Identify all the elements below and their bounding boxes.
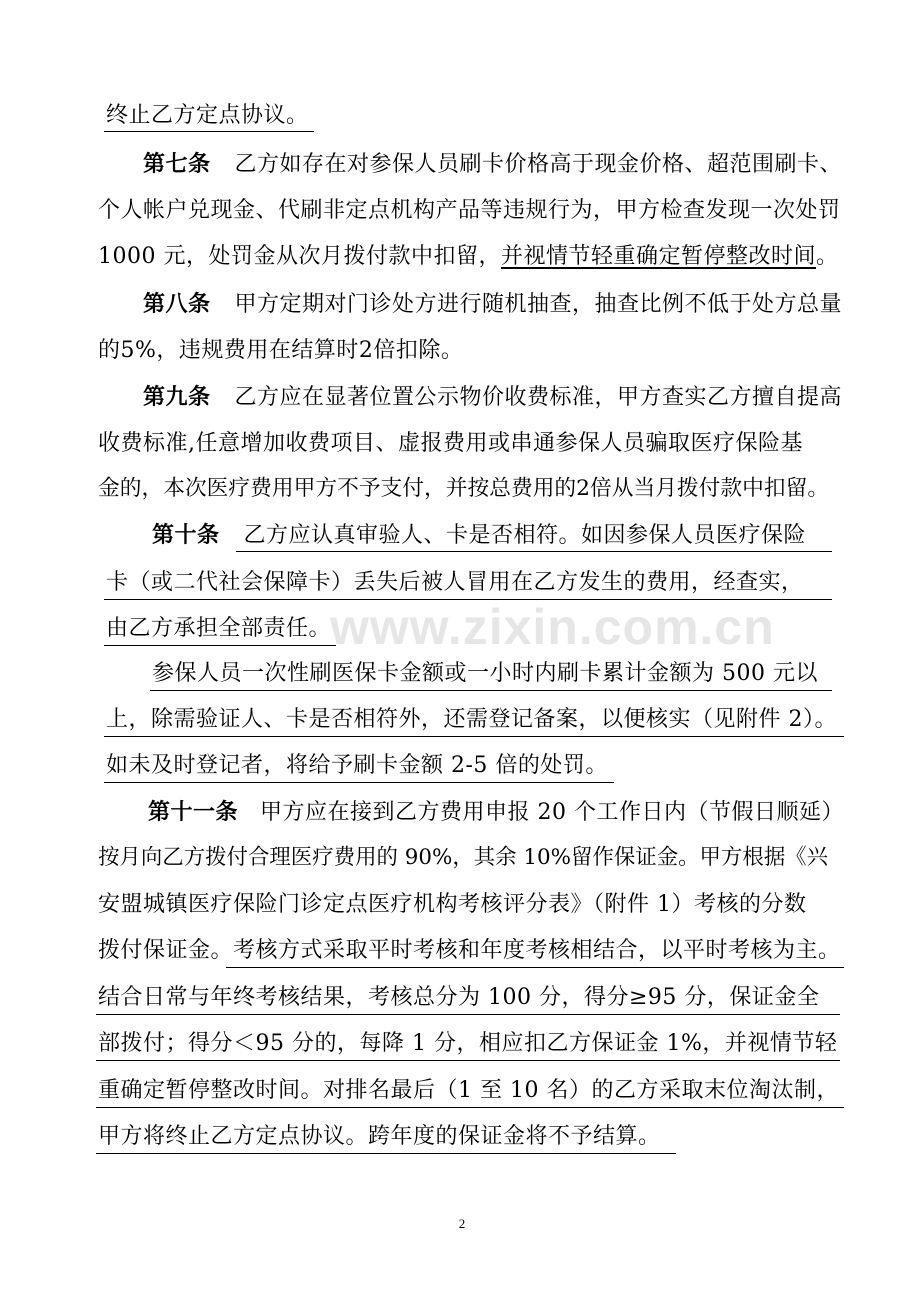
text-line: [106, 101, 309, 131]
text-line: [98, 936, 841, 966]
watermark: www.zixin.com.cn: [330, 599, 775, 655]
underline: [96, 1060, 840, 1061]
underline: [104, 736, 844, 737]
line-text: 终止乙方定点协议。: [106, 103, 309, 128]
text-line: [98, 1122, 661, 1152]
article-heading: 第八条: [143, 291, 211, 317]
line-text: 1000 元，处罚金从次月拨付款中扣留，: [98, 244, 501, 269]
line-text: 卡（或二代社会保障卡）丢失后被人冒用在乙方发生的费用，经查实，: [106, 570, 804, 595]
article-heading: 第十一条: [148, 799, 239, 825]
line-text: 金的，本次医疗费用甲方不予支付，并按总费用的2倍从当月拨付款中扣留。: [98, 476, 830, 501]
line-text: 安盟城镇医疗保险门诊定点医疗机构考核评分表》（附件 1）考核的分数: [98, 892, 807, 917]
article-heading: 第七条: [143, 151, 211, 177]
underline: [150, 690, 832, 691]
line-text: 。: [816, 244, 839, 269]
line-text: 甲方定期对门诊处方进行随机抽查，抽查比例不低于处方总量: [234, 292, 843, 317]
article-10: [152, 520, 806, 550]
article-heading: 第九条: [143, 384, 211, 410]
line-text: 如未及时登记者，将给予刷卡金额 2-5 倍的处罚。: [106, 753, 608, 778]
underline: [96, 1014, 840, 1015]
underlined-text: 并视情节轻重确定暂停整改时间: [500, 244, 816, 269]
article-heading: 第十条: [152, 522, 220, 548]
article-9: [143, 382, 842, 412]
underline: [104, 782, 614, 783]
text-line: [98, 196, 841, 226]
text-line: [106, 614, 331, 644]
line-text: 乙方应在显著位置公示物价收费标准，甲方查实乙方擅自提高: [234, 385, 843, 410]
underline: [96, 1107, 844, 1108]
line-text: 拨付保证金。: [98, 938, 234, 963]
text-line: [98, 242, 839, 272]
line-text: 按月向乙方拨付合理医疗费用的 90%，其余 10%留作保证金。甲方根据《兴: [98, 845, 829, 870]
text-line: [106, 751, 608, 781]
line-text: 甲方应在接到乙方费用申报 20 个工作日内（节假日顺延）: [260, 800, 844, 825]
text-line: [98, 429, 803, 459]
line-text: 结合日常与年终考核结果，考核总分为 100 分，得分≥95 分，保证金全: [98, 985, 820, 1010]
text-line: [98, 843, 828, 873]
line-text: 重确定暂停整改时间。对排名最后（1 至 10 名）的乙方采取末位淘汰制，: [98, 1078, 839, 1103]
line-text: 乙方如存在对参保人员刷卡价格高于现金价格、超范围刷卡、: [234, 152, 843, 177]
underlined-text: 考核方式采取平时考核和年度考核相结合，以平时考核为主。: [233, 938, 841, 963]
line-text: 甲方将终止乙方定点协议。跨年度的保证金将不予结算。: [98, 1124, 661, 1149]
text-line: [98, 983, 819, 1013]
line-text: 个人帐户兑现金、代刷非定点机构产品等违规行为，甲方检查发现一次处罚: [98, 198, 841, 223]
text-line: [106, 568, 804, 598]
text-line: [98, 336, 463, 366]
line-text: 乙方应认真审验人、卡是否相符。如因参保人员医疗保险: [243, 523, 807, 548]
text-line: [98, 1029, 837, 1059]
text-line: [98, 474, 829, 504]
line-text: 由乙方承担全部责任。: [106, 616, 332, 641]
text-line: [98, 1076, 839, 1106]
article-11: [148, 797, 844, 827]
line-text: 部拨付；得分＜95 分的，每降 1 分，相应扣乙方保证金 1%，并视情节轻: [98, 1031, 838, 1056]
underline: [226, 967, 844, 968]
line-text: 上，除需验证人、卡是否相符外，还需登记备案，以便核实（见附件 2）。: [106, 707, 837, 732]
article-7: [143, 149, 842, 179]
article-8: [143, 289, 842, 319]
underline: [96, 1153, 676, 1154]
text-line: [98, 890, 807, 920]
line-text: 的5%，违规费用在结算时2倍扣除。: [98, 338, 464, 363]
text-line: [106, 705, 837, 735]
underline: [236, 551, 832, 552]
underline: [104, 645, 336, 646]
line-text: 参保人员一次性刷医保卡金额或一小时内刷卡累计金额为 500 元以: [152, 661, 818, 686]
page-number: 2: [458, 1216, 466, 1231]
text-line: [152, 659, 818, 689]
underline: [104, 131, 314, 132]
line-text: 收费标准,任意增加收费项目、虚报费用或串通参保人员骗取医疗保险基: [98, 431, 803, 456]
underline: [104, 599, 832, 600]
